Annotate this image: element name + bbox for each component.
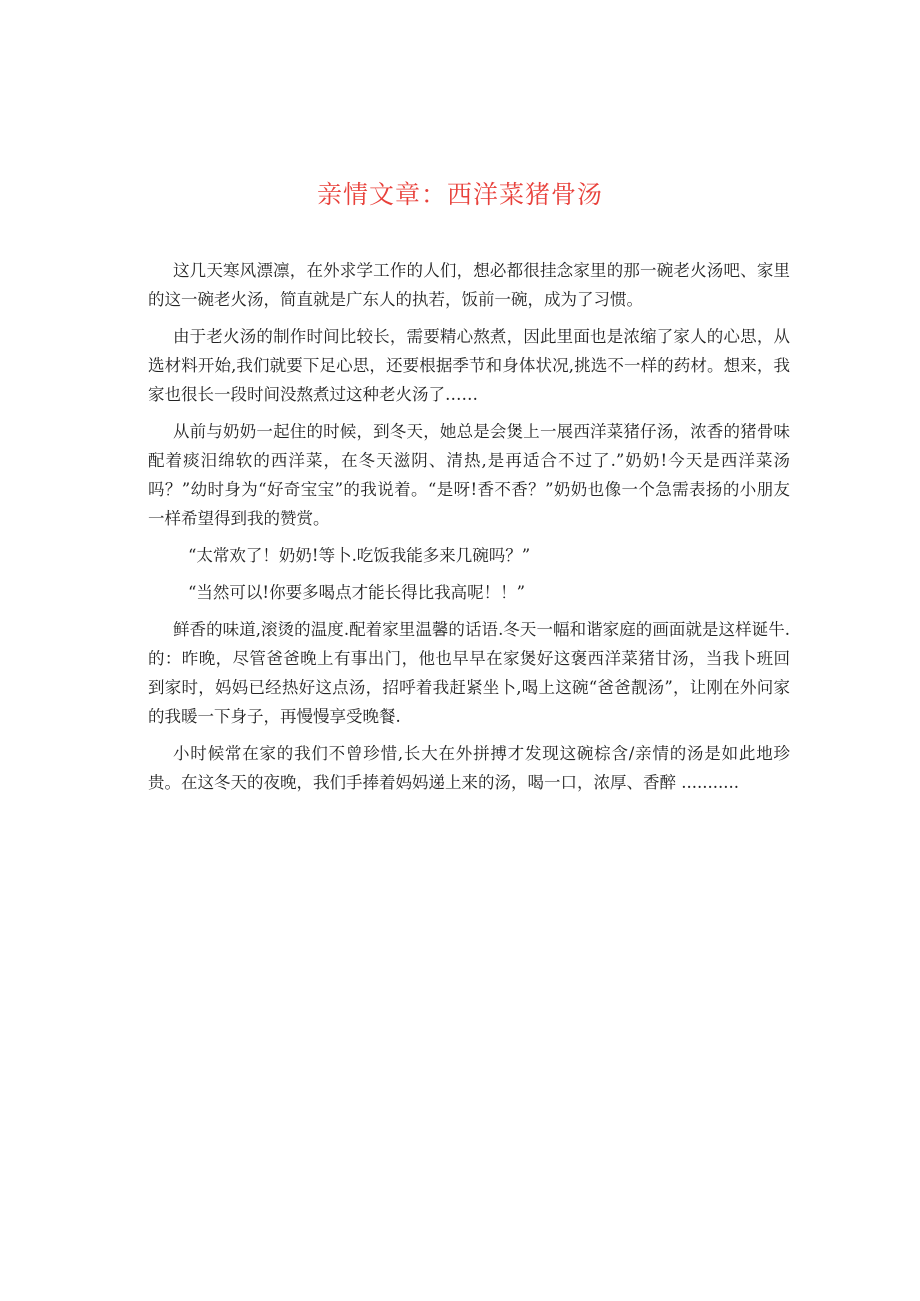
document-title: 亲情文章：西洋菜猪骨汤 [316, 180, 603, 209]
paragraph: 鲜香的味道,滚烫的温度.配着家里温馨的话语.冬天一幅和谐家庭的画面就是这样诞牛.的：昨晚，尽管爸爸晚上有事出门，他也早早在家煲好这褒西洋菜猪甘汤，当我卜班回到家时，妈妈已经热好这点汤，招呼着我赶紧坐卜,喝上这碗“爸爸靓汤”，让刚在外问家的我暖一下身子，再慢慢享受晚餐. [148, 620, 790, 726]
document-body [148, 256, 790, 805]
dialogue-paragraph: “太常欢了！奶奶!等卜.吃饭我能多来几碗吗？” [188, 546, 531, 565]
dialogue-paragraph: “当然可以!你要多喝点才能长得比我高呢！！” [188, 583, 526, 602]
paragraph: 这几天寒风漂凛，在外求学工作的人们，想必都很挂念家里的那一碗老火汤吧、家里的这一碗老火汤，简直就是广东人的执若，饭前一碗，成为了习惯。 [148, 261, 790, 309]
paragraph: 从前与奶奶一起住的时候，到冬天，她总是会煲上一展西洋菜猪仔汤，浓香的猪骨味配着痰汨绵软的西洋菜，在冬天滋阴、清热,是再适合不过了.”奶奶!今天是西洋菜汤吗？”幼时身为“好奇宝宝”的我说着。“是呀!香不香？”奶奶也像一个急需表扬的小朋友一样希望得到我的赞赏。 [148, 422, 790, 528]
paragraph: 由于老火汤的制作时间比较长，需要精心熬煮，因此里面也是浓缩了家人的心思，从选材料开始,我们就要下足心思，还要根据季节和身体状况,挑选不一样的药材。想来，我家也很长一段时间没熬煮过这种老火汤了…… [148, 327, 790, 404]
paragraph: 小时候常在家的我们不曾珍惜,长大在外拼搏才发现这碗棕含/亲情的汤是如此地珍贵。在这冬天的夜晚，我们手捧着妈妈递上来的汤，喝一口，浓厚、香醉 ........... [148, 744, 790, 792]
